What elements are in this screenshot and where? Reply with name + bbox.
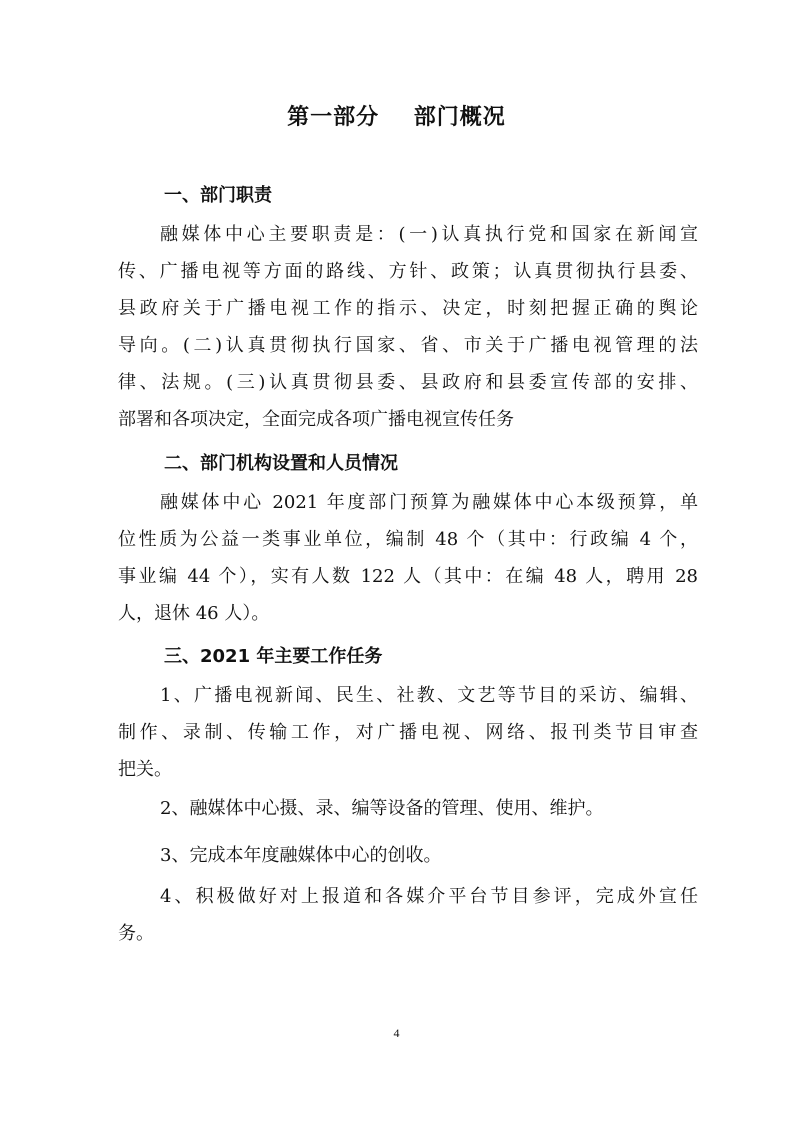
text-line: 位性质为公益一类事业单位，编制 48 个（其中：行政编 4 个， <box>118 529 698 550</box>
task-item-3 <box>118 837 698 874</box>
text-line: 务。 <box>118 923 154 944</box>
section-body-organization <box>118 484 698 632</box>
text-line: 3、完成本年度融媒体中心的创收。 <box>160 845 442 866</box>
text-line: 部署和各项决定，全面完成各项广播电视宣传任务 <box>118 409 514 430</box>
page-number: 4 <box>393 1026 400 1040</box>
section-heading-organization: 二、部门机构设置和人员情况 <box>164 453 398 474</box>
section-heading-duties: 一、部门职责 <box>164 185 272 206</box>
text-line: 1、广播电视新闻、民生、社教、文艺等节目的采访、编辑、 <box>160 685 698 706</box>
text-line: 融媒体中心主要职责是：(一)认真执行党和国家在新闻宣 <box>160 224 698 245</box>
task-item-1 <box>118 677 698 788</box>
section-heading-tasks: 三、2021 年主要工作任务 <box>164 646 383 667</box>
task-item-2 <box>118 790 698 827</box>
text-line: 县政府关于广播电视工作的指示、决定，时刻把握正确的舆论 <box>118 298 698 319</box>
text-line: 律、法规。(三)认真贯彻县委、县政府和县委宣传部的安排、 <box>118 372 698 393</box>
section-body-duties <box>118 216 698 438</box>
text-line: 融媒体中心 2021 年度部门预算为融媒体中心本级预算，单 <box>160 492 698 513</box>
text-line: 4、积极做好对上报道和各媒介平台节目参评，完成外宣任 <box>160 886 698 907</box>
page-title: 第一部分 部门概况 <box>287 105 506 130</box>
text-line: 把关。 <box>118 759 172 780</box>
text-line: 人，退休 46 人）。 <box>118 603 270 624</box>
text-line: 事业编 44 个），实有人数 122 人（其中：在编 48 人，聘用 28 <box>118 566 698 587</box>
text-line: 制作、录制、传输工作，对广播电视、网络、报刊类节目审查 <box>118 722 698 743</box>
task-item-4 <box>118 878 698 952</box>
text-line: 2、融媒体中心摄、录、编等设备的管理、使用、维护。 <box>160 798 604 819</box>
text-line: 导向。(二)认真贯彻执行国家、省、市关于广播电视管理的法 <box>118 335 698 356</box>
text-line: 传、广播电视等方面的路线、方针、政策；认真贯彻执行县委、 <box>118 261 698 282</box>
